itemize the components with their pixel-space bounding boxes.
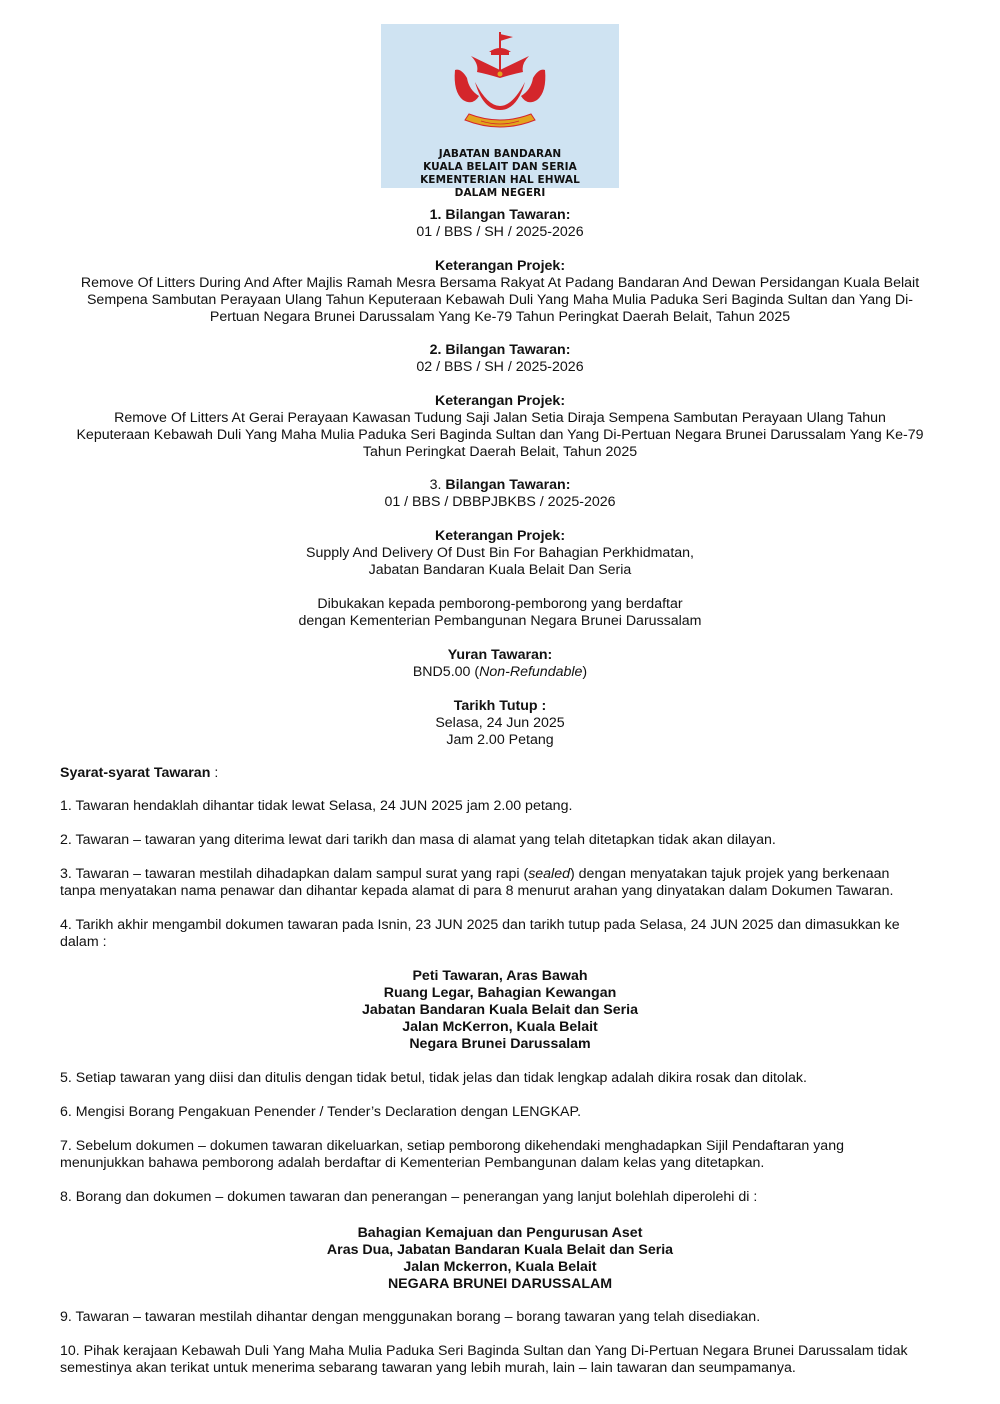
- condition-3: [60, 866, 945, 900]
- conditions-heading: [60, 765, 945, 782]
- fee-value: [40, 664, 960, 681]
- address-line: NEGARA BRUNEI DARUSSALAM: [387, 1276, 613, 1292]
- tender-number: 1.: [429, 207, 446, 223]
- department-title: [381, 148, 619, 200]
- project-description-line: Keputeraan Kebawah Duli Yang Maha Mulia Paduka Seri Baginda Sultan dan Yang Di-Pertuan Negara Brunei Darussalam Yang Ke-79: [76, 427, 924, 443]
- tender-number: 3.: [429, 477, 446, 493]
- condition-10-line: 10. Pihak kerajaan Kebawah Duli Yang Maha Mulia Paduka Seri Baginda Sultan dan Yang Di-Pertuan Negara Brunei Darussalam tidak: [60, 1343, 908, 1359]
- closing-time: Jam 2.00 Petang: [446, 732, 554, 748]
- project-description-line: Pertuan Negara Brunei Darussalam Yang Ke-79 Tahun Peringkat Daerah Belait, Tahun 2025: [209, 309, 791, 325]
- condition-5: 5. Setiap tawaran yang diisi dan ditulis dengan tidak betul, tidak jelas dan tidak lengkap adalah dikira rosak dan ditolak.: [60, 1070, 807, 1086]
- conditions-heading-suffix: :: [210, 765, 219, 781]
- project-description-line: Remove Of Litters During And After Majlis Ramah Mesra Bersama Rakyat At Padang Bandaran And Dewan Persidangan Kuala Belait: [80, 275, 920, 291]
- tender-number-label: [40, 342, 960, 359]
- department-title-line: KEMENTERIAN HAL EHWAL: [420, 174, 580, 186]
- tender-number-value: 02 / BBS / SH / 2025-2026: [416, 359, 584, 375]
- condition-7-line: 7. Sebelum dokumen – dokumen tawaran dikeluarkan, setiap pemborong dikehendaki menghadapkan Sijil Pendaftaran yang: [60, 1138, 844, 1154]
- condition-10-line: semestinya akan terikat untuk menerima sebarang tawaran yang lebih murah, lain – lain tawaran dan seumpamanya.: [60, 1360, 796, 1376]
- condition-7-line: menunjukkan bahawa pemborong adalah berdaftar di Kementerian Pembangunan dalam kelas yang ditetapkan.: [60, 1155, 765, 1171]
- condition-7: [60, 1138, 945, 1172]
- bilangan-label: Bilangan Tawaran:: [445, 207, 571, 223]
- tender-number: 2.: [429, 342, 446, 358]
- condition-9: 9. Tawaran – tawaran mestilah dihantar dengan menggunakan borang – borang tawaran yang telah disediakan.: [60, 1309, 761, 1325]
- keterangan-label: Keterangan Projek:: [434, 258, 566, 274]
- tender-number-label: [40, 477, 960, 494]
- department-title-line: DALAM NEGERI: [454, 187, 546, 199]
- eligibility-line: dengan Kementerian Pembangunan Negara Brunei Darussalam: [298, 613, 702, 629]
- tender-1: [40, 207, 960, 326]
- tender-number-value: 01 / BBS / SH / 2025-2026: [416, 224, 584, 240]
- condition-3-line: [60, 866, 945, 883]
- condition-2: 2. Tawaran – tawaran yang diterima lewat dari tarikh dan masa di alamat yang telah ditetapkan tidak akan dilayan.: [60, 832, 776, 848]
- department-title-line: JABATAN BANDARAN: [438, 148, 562, 160]
- brunei-emblem-icon: [451, 30, 549, 138]
- condition-10: [60, 1343, 945, 1377]
- condition-4-line: 4. Tarikh akhir mengambil dokumen tawaran pada Isnin, 23 JUN 2025 dan tarikh tutup pada Selasa, 24 JUN 2025 dan dimasukkan ke: [60, 917, 900, 933]
- condition-3-text: 3. Tawaran – tawaran mestilah dihadapkan dalam sampul surat yang rapi (: [60, 866, 529, 882]
- bilangan-label: Bilangan Tawaran:: [445, 342, 571, 358]
- keterangan-label: Keterangan Projek:: [434, 528, 566, 544]
- condition-3-line: tanpa menyatakan nama penawar dan dihantar kepada alamat di para 8 menurut arahan yang dinyatakan dalam Dokumen Tawaran.: [60, 883, 894, 899]
- condition-4: [60, 917, 945, 951]
- project-description-line: Supply And Delivery Of Dust Bin For Bahagian Perkhidmatan,: [306, 545, 694, 561]
- conditions-heading-label: Syarat-syarat Tawaran: [60, 765, 211, 781]
- project-description-line: Tahun Peringkat Daerah Belait, Tahun 2025: [362, 444, 638, 460]
- keterangan-label: Keterangan Projek:: [434, 393, 566, 409]
- address-line: Aras Dua, Jabatan Bandaran Kuala Belait dan Seria: [326, 1242, 674, 1258]
- address-line: Negara Brunei Darussalam: [409, 1036, 591, 1052]
- tender-number-label: [40, 207, 960, 224]
- address-line: Jalan McKerron, Kuala Belait: [402, 1019, 598, 1035]
- closing-date-label: Tarikh Tutup :: [453, 698, 547, 714]
- bilangan-label: Bilangan Tawaran:: [445, 477, 571, 493]
- tender-number-value: 01 / BBS / DBBPJBKBS / 2025-2026: [384, 494, 616, 510]
- address-line: Ruang Legar, Bahagian Kewangan: [383, 985, 617, 1001]
- condition-6: 6. Mengisi Borang Pengakuan Penender / Tender’s Declaration dengan LENGKAP.: [60, 1104, 582, 1120]
- fee-note: Non-Refundable: [479, 664, 583, 680]
- tender-3: [40, 477, 960, 749]
- address-line: Peti Tawaran, Aras Bawah: [412, 968, 588, 984]
- condition-4-line: dalam :: [60, 934, 107, 950]
- eligibility-line: Dibukakan kepada pemborong-pemborong yang berdaftar: [317, 596, 683, 612]
- project-description-line: Sempena Sambutan Perayaan Ulang Tahun Keputeraan Kebawah Duli Yang Maha Mulia Paduka Seri Baginda Sultan dan Yang Di-: [86, 292, 914, 308]
- condition-1: 1. Tawaran hendaklah dihantar tidak lewat Selasa, 24 JUN 2025 jam 2.00 petang.: [60, 798, 573, 814]
- project-description-line: Remove Of Litters At Gerai Perayaan Kawasan Tudung Saji Jalan Setia Diraja Sempena Sambutan Perayaan Ulang Tahun: [114, 410, 886, 426]
- department-title-line: KUALA BELAIT DAN SERIA: [423, 161, 577, 173]
- closing-date: Selasa, 24 Jun 2025: [435, 715, 565, 731]
- address-line: Jabatan Bandaran Kuala Belait dan Seria: [362, 1002, 638, 1018]
- address-line: Jalan Mckerron, Kuala Belait: [403, 1259, 597, 1275]
- fee-amount: BND5.00 (: [412, 664, 480, 680]
- tender-2: [40, 342, 960, 461]
- fee-close: ): [582, 664, 588, 680]
- crest-header: [381, 24, 619, 199]
- condition-3-text: ) dengan menyatakan tajuk projek yang berkenaan: [570, 866, 890, 882]
- project-description-line: Jabatan Bandaran Kuala Belait Dan Seria: [368, 562, 632, 578]
- address-line: Bahagian Kemajuan dan Pengurusan Aset: [357, 1225, 643, 1241]
- fee-label: Yuran Tawaran:: [447, 647, 553, 663]
- tender-box-address: [0, 968, 1000, 1053]
- document-office-address: [0, 1225, 1000, 1293]
- condition-3-italic: sealed: [528, 866, 570, 882]
- condition-8: 8. Borang dan dokumen – dokumen tawaran dan penerangan – penerangan yang lanjut bolehlah diperolehi di :: [60, 1189, 758, 1205]
